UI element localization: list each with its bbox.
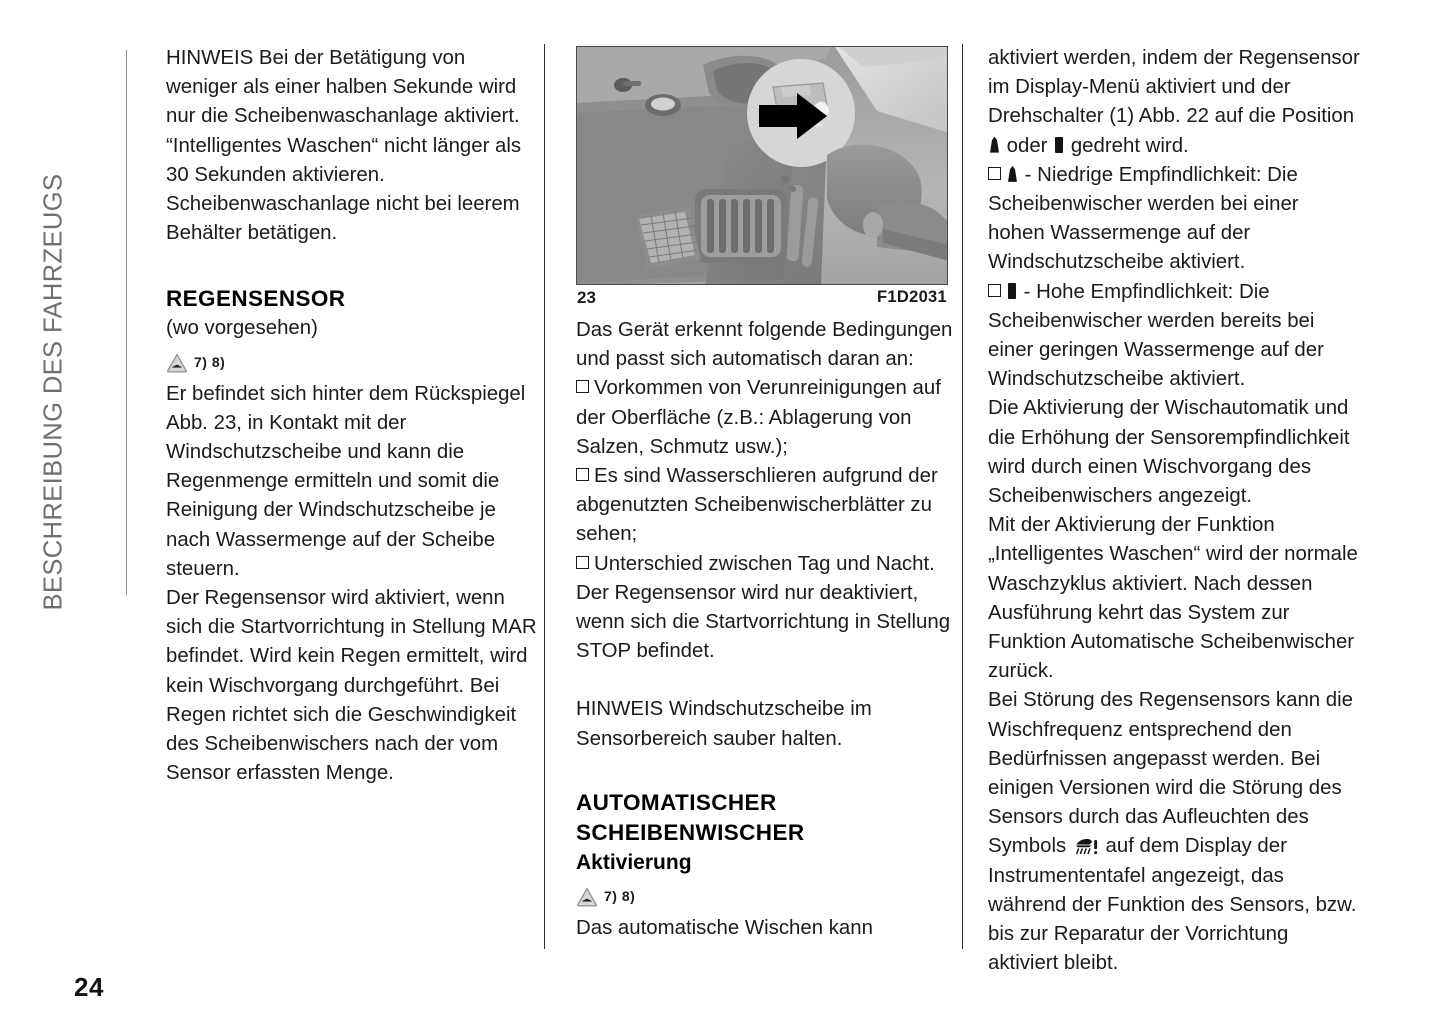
column-divider-1: [544, 44, 545, 949]
section-title-scheibenwischer: SCHEIBENWISCHER: [576, 819, 805, 845]
list-item-label: Es sind Wasserschlieren aufgrund der abgenutzten Scheibenwischerblätter zu sehen;: [576, 465, 938, 546]
figure-caption: [576, 288, 948, 314]
note-paragraph-col2: HINWEIS Windschutzscheibe im Sensorbereich sauber halten.: [576, 698, 872, 750]
square-bullet-icon: [988, 167, 1001, 180]
warning-reference-col2: [576, 884, 954, 910]
paragraph-sensor-deactivation: Der Regensensor wird nur deaktiviert, wenn sich die Startvorrichtung in Stellung STOP befindet.: [576, 581, 951, 663]
section-subtitle-aktivierung: Aktivierung: [576, 850, 692, 874]
warning-reference-col1: [166, 350, 538, 376]
note-paragraph-col1: HINWEIS Bei der Betätigung von weniger als einer halben Sekunde wird nur die Scheibenwaschanlage aktiviert. “Intelligentes Waschen“ nicht länger als 30 Sekunden aktivieren. Scheibenwaschanlage nicht bei leerem Behälter betätigen.: [166, 47, 522, 245]
list-item-label: - Hohe Empfindlichkeit: Die Scheibenwischer werden bereits bei einer geringen Wassermenge auf der Windschutzscheibe aktiviert.: [988, 280, 1324, 391]
running-head-text: BESCHREIBUNG DES FAHRZEUGS: [39, 173, 68, 611]
paragraph-device-conditions-intro: Das Gerät erkennt folgende Bedingungen und passt sich automatisch daran an:: [576, 319, 953, 371]
figure-number: 23: [577, 288, 596, 307]
list-item: [576, 550, 954, 579]
figure-code: F1D2031: [877, 288, 947, 306]
warning-reference-numbers: 7) 8): [604, 888, 636, 905]
rain-sensor-fault-icon: [1075, 835, 1099, 852]
section-title-regensensor: REGENSENSOR: [166, 286, 346, 312]
list-item: [988, 278, 1360, 395]
activation-text-before: aktiviert werden, indem der Regensensor im Display-Menü aktiviert und der Drehschalter (1) Abb. 22 auf die Position: [988, 47, 1360, 128]
low-sensitivity-glyph: [990, 137, 999, 153]
paragraph-sensor-activation: Der Regensensor wird aktiviert, wenn sich die Startvorrichtung in Stellung MAR befindet. Wird kein Regen ermittelt, wird kein Wischvorgang durchgeführt. Bei Regen richtet sich die Geschwindigkeit des Scheibenwischers nach der vom Sensor erfassten Menge.: [166, 587, 537, 785]
paragraph-auto-wipe-start: Das automatische Wischen kann: [576, 916, 873, 939]
list-item: [576, 462, 954, 550]
page-number: 24: [74, 972, 104, 1002]
warning-triangle-icon: [166, 353, 188, 373]
paragraph-activation-indication: Die Aktivierung der Wischautomatik und die Erhöhung der Sensorempfindlichkeit wird durch einen Wischvorgang des Scheibenwischers angezeigt.: [988, 397, 1350, 508]
section-title-automatischer: AUTOMATISCHER: [576, 789, 777, 815]
warning-reference-numbers: 7) 8): [194, 354, 226, 371]
list-item: [988, 161, 1360, 278]
figure-image-interior-rain-sensor: [576, 46, 948, 285]
square-bullet-icon: [576, 556, 589, 569]
square-bullet-icon: [576, 468, 589, 481]
warning-triangle-icon: [576, 887, 598, 907]
side-running-head: [0, 44, 110, 611]
square-bullet-icon: [988, 284, 1001, 297]
low-sensitivity-glyph: [1008, 166, 1017, 182]
list-item-label: Vorkommen von Verunreinigungen auf der Oberfläche (z.B.: Ablagerung von Salzen, Schmutz usw.);: [576, 377, 941, 458]
paragraph-sensor-fault: [988, 686, 1360, 978]
paragraph-sensor-location: Er befindet sich hinter dem Rückspiegel Abb. 23, in Kontakt mit der Windschutzscheibe und kann die Regenmenge ermitteln und somit die Reinigung der Windschutzscheibe je nach Wassermenge auf der Scheibe steuern.: [166, 382, 526, 580]
activation-text-after: gedreht wird.: [1065, 134, 1189, 157]
regensensor-heading-block: [166, 284, 538, 343]
side-rule-divider: [126, 50, 127, 595]
high-sensitivity-glyph: [1055, 137, 1063, 153]
column-one: [166, 44, 538, 788]
list-item-label: - Niedrige Empfindlichkeit: Die Scheibenwischer werden bei einer hohen Wassermenge auf der Windschutzscheibe aktiviert.: [988, 163, 1299, 274]
column-divider-2: [962, 44, 963, 949]
activation-text-middle: oder: [1001, 134, 1054, 157]
column-three: [988, 44, 1360, 979]
automatic-wiper-heading-block: [576, 788, 954, 878]
section-subtitle-regensensor: (wo vorgesehen): [166, 317, 318, 340]
figure-23: [576, 46, 948, 314]
fault-text-after: auf dem Display der Instrumententafel angezeigt, das während der Funktion des Sensors, bzw. bis zur Reparatur der Vorrichtung aktiviert bleibt.: [988, 835, 1357, 975]
list-item-label: Unterschied zwischen Tag und Nacht.: [594, 552, 935, 575]
paragraph-activation-continued: [988, 44, 1360, 161]
list-item: [576, 374, 954, 462]
column-two: [576, 316, 954, 943]
high-sensitivity-glyph: [1008, 283, 1016, 299]
paragraph-smart-wash: Mit der Aktivierung der Funktion „Intelligentes Waschen“ wird der normale Waschzyklus aktiviert. Nach dessen Ausführung kehrt das System zur Funktion Automatische Scheibenwischer zurück.: [988, 514, 1358, 683]
fault-text-before: Bei Störung des Regensensors kann die Wischfrequenz entsprechend den Bedürfnissen angepasst werden. Bei einigen Versionen wird die Störung des Sensors durch das Aufleuchten des Symbols: [988, 689, 1354, 858]
square-bullet-icon: [576, 380, 589, 393]
